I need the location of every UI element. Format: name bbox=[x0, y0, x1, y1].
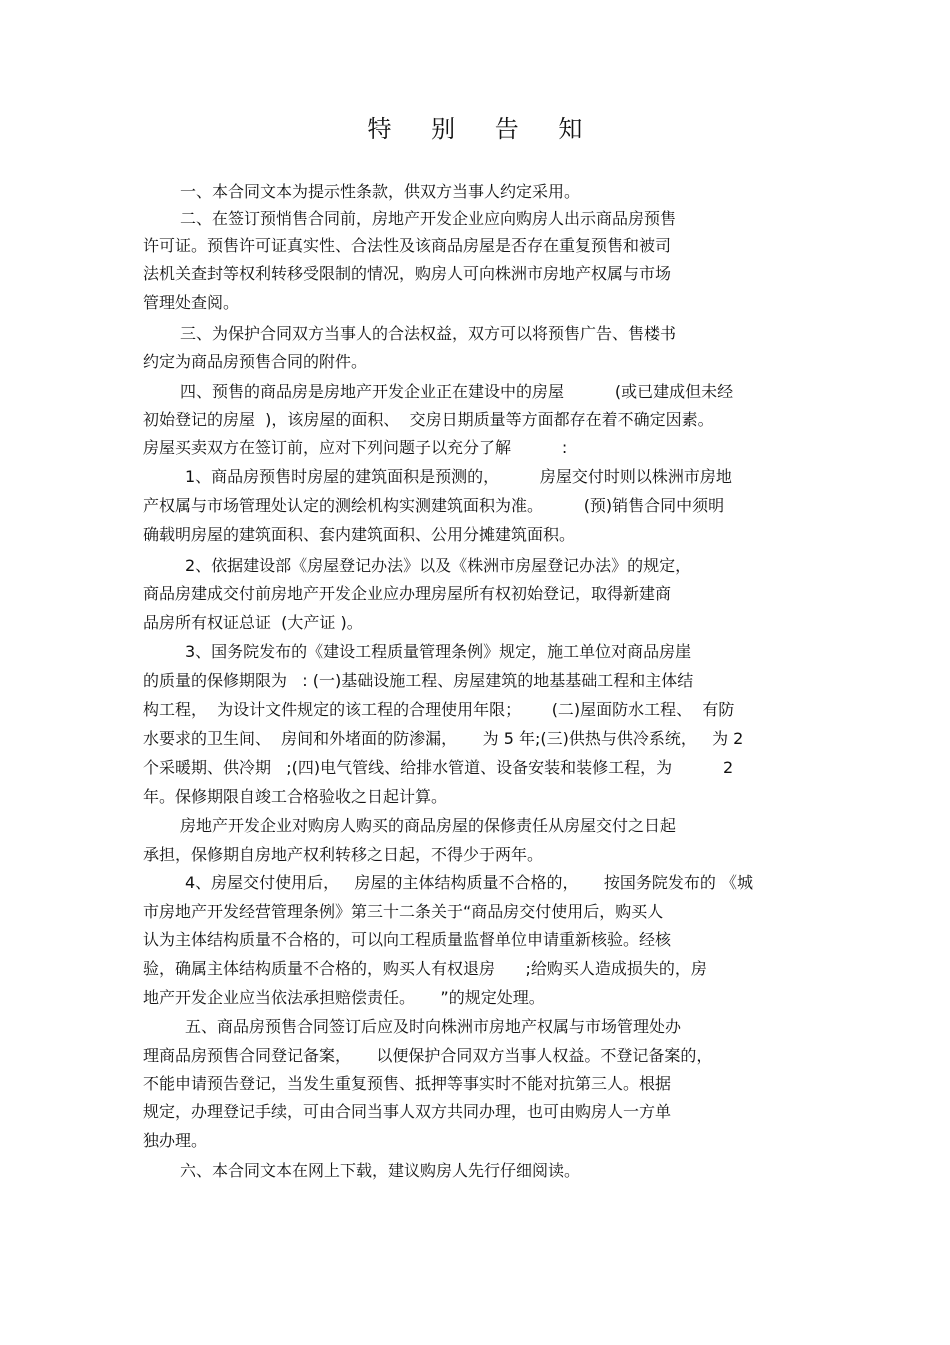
paragraph-line: 1、商品房预售时房屋的建筑面积是预测的， 房屋交付时则以株洲市房地 bbox=[185, 467, 732, 486]
paragraph-line: 房屋买卖双方在签订前，应对下列问题子以充分了解 : bbox=[143, 438, 568, 457]
paragraph-line: 不能申请预告登记，当发生重复预售、抵押等事实时不能对抗第三人。根据 bbox=[143, 1074, 672, 1093]
paragraph-line: 规定，办理登记手续，可由合同当事人双方共同办理，也可由购房人一方单 bbox=[143, 1102, 672, 1121]
paragraph-line: 独办理。 bbox=[143, 1131, 208, 1150]
paragraph-line: 品房所有权证总证 (大产证 )。 bbox=[143, 613, 363, 632]
paragraph-line: 一、本合同文本为提示性条款，供双方当事人约定采用。 bbox=[180, 182, 581, 201]
paragraph-line: 验，确属主体结构质量不合格的，购买人有权退房 ;给购买人造成损失的，房 bbox=[143, 959, 707, 978]
paragraph-line: 五、商品房预售合同签订后应及时向株洲市房地产权属与市场管理处办 bbox=[185, 1017, 682, 1036]
paragraph-line: 初始登记的房屋 )，该房屋的面积、 交房日期质量等方面都存在着不确定因素。 bbox=[143, 410, 714, 429]
paragraph-line: 市房地产开发经营管理条例》第三十二条关于“商品房交付使用后，购买人 bbox=[143, 902, 664, 921]
paragraph-line: 2、依据建设部《房屋登记办法》以及《株洲市房屋登记办法》的规定， bbox=[185, 556, 692, 575]
paragraph-line: 构工程， 为设计文件规定的该工程的合理使用年限； (二)屋面防水工程、 有防 bbox=[143, 700, 735, 719]
document-title: 特 别 告 知 bbox=[367, 115, 599, 143]
paragraph-line: 商品房建成交付前房地产开发企业应办理房屋所有权初始登记，取得新建商 bbox=[143, 584, 672, 603]
paragraph-line: 个采暖期、供冷期 ;(四)电气管线、给排水管道、设备安装和装修工程，为 2 bbox=[143, 758, 734, 777]
paragraph-line: 二、在签订预悄售合同前，房地产开发企业应向购房人出示商品房预售 bbox=[180, 209, 677, 228]
paragraph-line: 理商品房预售合同登记备案， 以便保护合同双方当事人权益。不登记备案的， bbox=[143, 1046, 713, 1065]
paragraph-line: 法机关查封等权利转移受限制的情况，购房人可向株洲市房地产权属与市场 bbox=[143, 264, 672, 283]
paragraph-line: 水要求的卫生间、 房间和外堵面的防渗漏， 为 5 年;(三)供热与供冷系统， 为 2 bbox=[143, 729, 744, 748]
paragraph-line: 确载明房屋的建筑面积、套内建筑面积、公用分摊建筑面积。 bbox=[143, 525, 576, 544]
paragraph-line: 3、国务院发布的《建设工程质量管理条例》规定，施工单位对商品房崖 bbox=[185, 642, 692, 661]
paragraph-line: 年。保修期限自竣工合格验收之日起计算。 bbox=[143, 787, 448, 806]
paragraph-line: 认为主体结构质量不合格的，可以向工程质量监督单位申请重新核验。经核 bbox=[143, 930, 672, 949]
paragraph-line: 产权属与市场管理处认定的测绘机构实测建筑面积为准。 (预)销售合同中须明 bbox=[143, 496, 725, 515]
paragraph-line: 管理处查阅。 bbox=[143, 293, 240, 312]
paragraph-line: 的质量的保修期限为 : (一)基础设施工程、房屋建筑的地基基础工程和主体结 bbox=[143, 671, 694, 690]
paragraph-line: 4、房屋交付使用后， 房屋的主体结构质量不合格的， 按国务院发布的 《城 bbox=[185, 873, 753, 892]
paragraph-line: 四、预售的商品房是房地产开发企业正在建设中的房屋 (或已建成但未经 bbox=[180, 382, 734, 401]
paragraph-line: 许可证。预售许可证真实性、合法性及该商品房屋是否存在重复预售和被司 bbox=[143, 236, 672, 255]
paragraph-line: 地产开发企业应当依法承担赔偿责任。 ”的规定处理。 bbox=[143, 988, 545, 1007]
paragraph-line: 约定为商品房预售合同的附件。 bbox=[143, 352, 368, 371]
paragraph-line: 房地产开发企业对购房人购买的商品房屋的保修责任从房屋交付之日起 bbox=[180, 816, 677, 835]
paragraph-line: 承担，保修期自房地产权利转移之日起，不得少于两年。 bbox=[143, 845, 544, 864]
paragraph-line: 六、本合同文本在网上下载，建议购房人先行仔细阅读。 bbox=[180, 1161, 581, 1180]
paragraph-line: 三、为保护合同双方当事人的合法权益，双方可以将预售广告、售楼书 bbox=[180, 324, 677, 343]
